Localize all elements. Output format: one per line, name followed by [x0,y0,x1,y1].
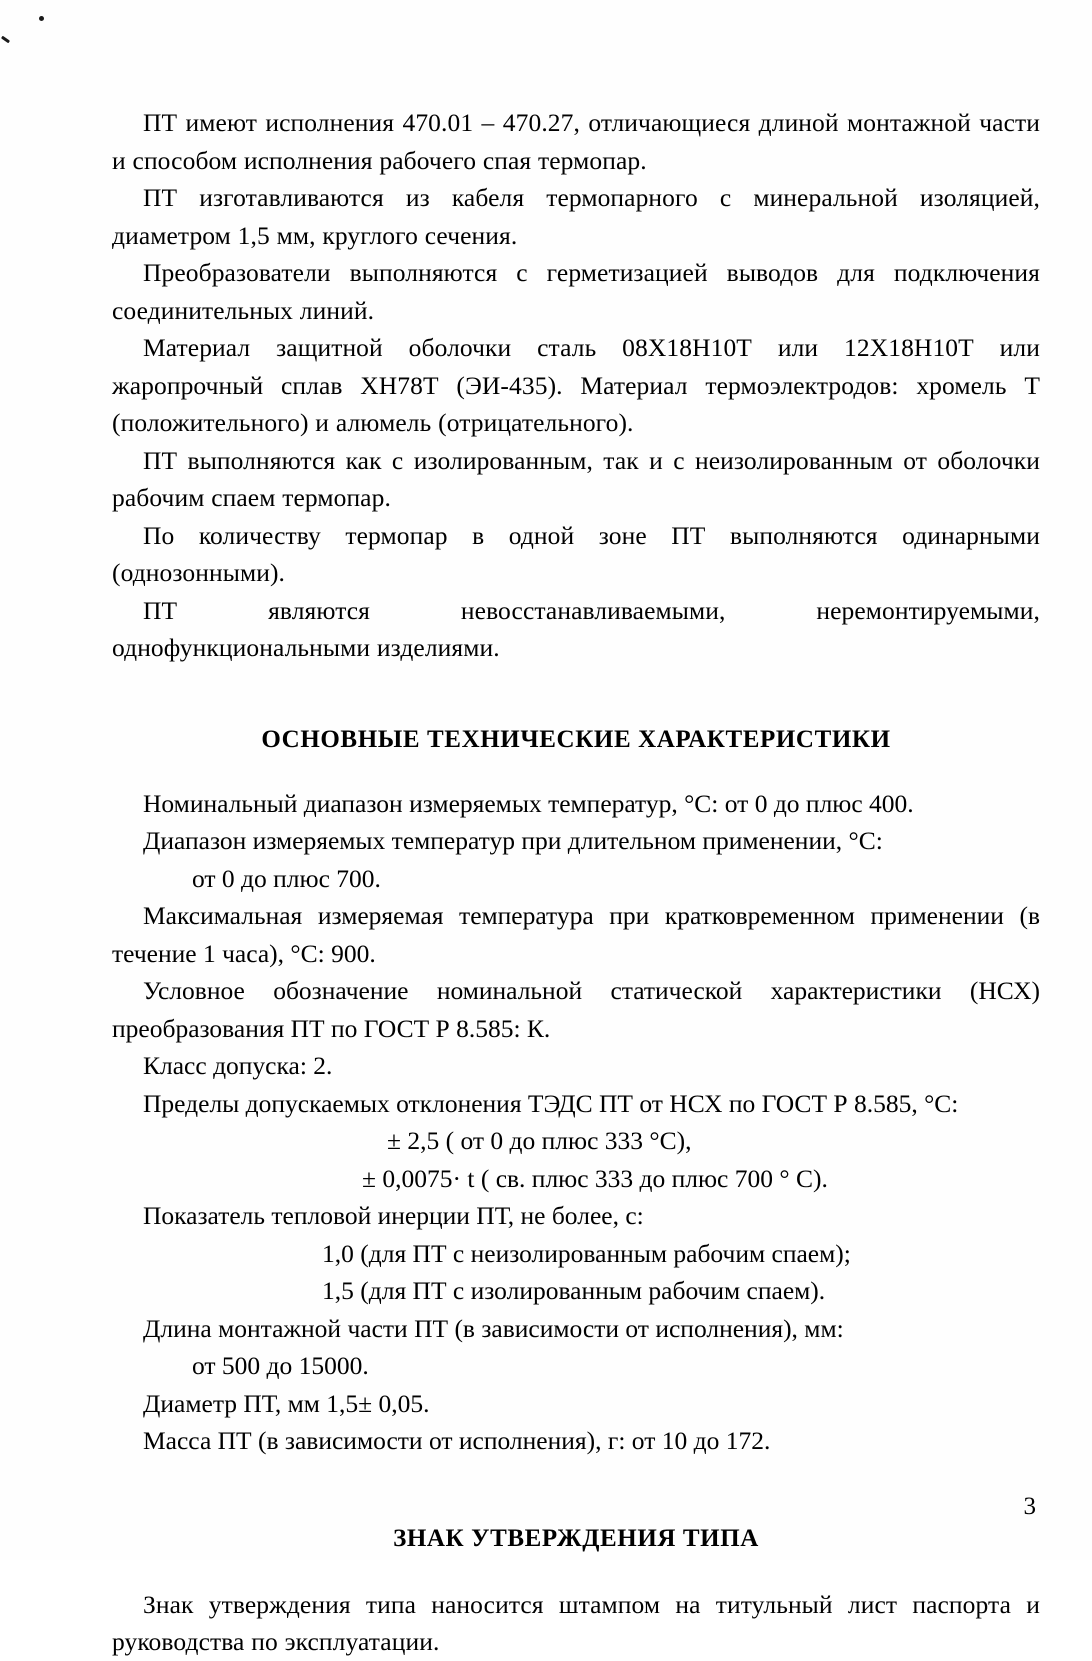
paragraph: ПТ имеют исполнения 470.01 – 470.27, отличающиеся длиной монтажной части и способом исполнения рабочего спая термопар. [112,108,1040,175]
spec-line: ± 2,5 ( от 0 до плюс 333 °С), [387,1126,692,1155]
spec-line: Класс допуска: 2. [143,1051,333,1080]
spec-line: Диаметр ПТ, мм 1,5± 0,05. [143,1388,430,1418]
spec-line: Показатель тепловой инерции ПТ, не более, с: [143,1201,644,1230]
spec-line: Максимальная измеряемая температура при кратковременном применении (в течение 1 часа), °С: 900. [112,901,1040,968]
spec-line: 1,0 (для ПТ с неизолированным рабочим спаем); [322,1238,851,1268]
vertical-spacer [112,1460,1040,1522]
paragraph: По количеству термопар в одной зоне ПТ выполняются одинарными (однозонными). [112,520,1040,587]
spec-line: Условное обозначение номинальной статической характеристики (НСХ) преобразования ПТ по ГОСТ Р 8.585: К. [112,976,1040,1043]
paragraph: Преобразователи выполняются с герметизацией выводов для подключения соединительных линий. [112,258,1040,325]
section-heading-technical-specs: ОСНОВНЫЕ ТЕХНИЧЕСКИЕ ХАРАКТЕРИСТИКИ [261,725,891,753]
scan-artifact-dot [39,16,44,21]
page-content [112,104,1040,1661]
vertical-spacer [112,667,1040,723]
paragraph: ПТ являются невосстанавливаемыми, неремонтируемыми, однофункциональными изделиями. [112,595,1040,662]
vertical-spacer [112,757,1040,785]
spec-line: Диапазон измеряемых температур при длительном применении, °С: [143,826,883,855]
spec-line: 1,5 (для ПТ с изолированным рабочим спаем). [322,1276,826,1305]
vertical-spacer [112,1556,1040,1586]
spec-line: от 0 до плюс 700. [192,863,381,893]
spec-line: Номинальный диапазон измеряемых температур, °С: от 0 до плюс 400. [143,788,914,818]
spec-line: Пределы допускаемых отклонения ТЭДС ПТ от НСХ по ГОСТ Р 8.585, °С: [143,1088,959,1118]
spec-line: Масса ПТ (в зависимости от исполнения), г: от 10 до 172. [143,1426,771,1455]
technical-spec-list [112,785,1040,1460]
paragraph: Знак утверждения типа наносится штампом на титульный лист паспорта и руководства по эксплуатации. [112,1589,1040,1656]
spec-line: от 500 до 15000. [192,1351,369,1380]
spec-line: ± 0,0075· t ( св. плюс 333 до плюс 700 ° С). [362,1163,828,1193]
paragraph: ПТ выполняются как с изолированным, так и с неизолированным от оболочки рабочим спаем термопар. [112,445,1040,512]
section-heading-type-approval-mark: ЗНАК УТВЕРЖДЕНИЯ ТИПА [393,1524,759,1552]
spec-line: Длина монтажной части ПТ (в зависимости от исполнения), мм: [143,1313,844,1343]
paragraph: ПТ изготавливаются из кабеля термопарного с минеральной изоляцией, диаметром 1,5 мм, круглого сечения. [112,183,1040,250]
paragraph: Материал защитной оболочки сталь 08Х18Н10Т или 12Х18Н10Т или жаропрочный сплав ХН78Т (ЭИ-435). Материал термоэлектродов: хромель Т (положительного) и алюмель (отрицательного). [112,333,1040,437]
scan-artifact-tick [1,36,10,44]
page-number: 3 [1023,1493,1036,1520]
